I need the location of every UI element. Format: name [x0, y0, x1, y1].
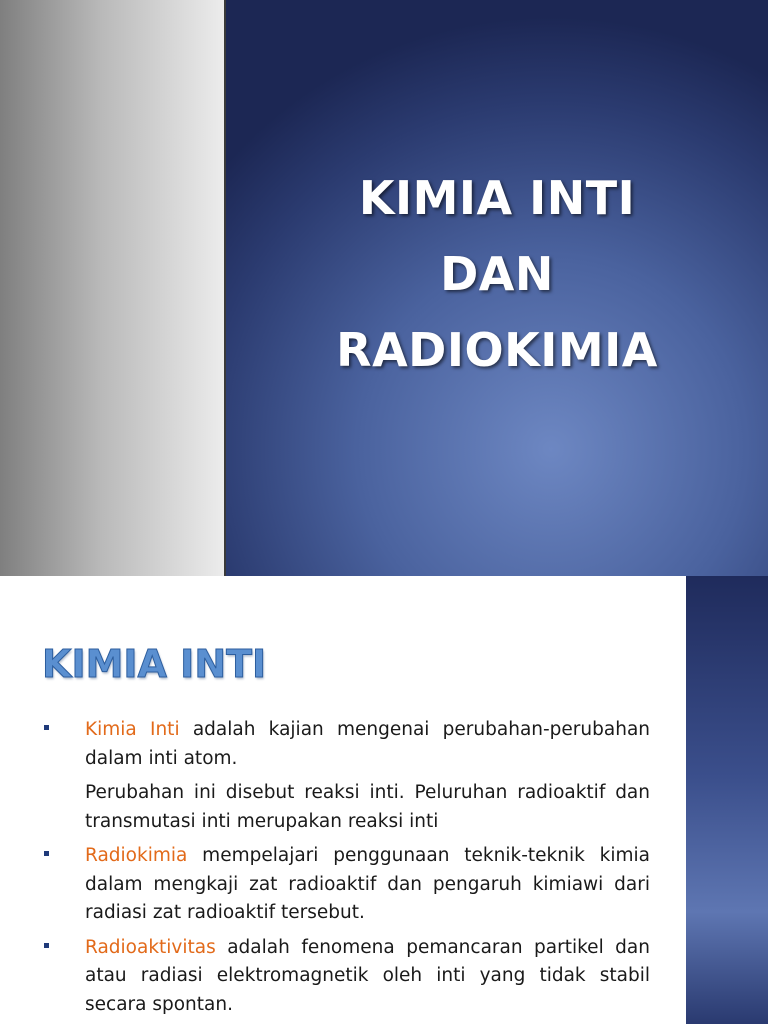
item-continuation: Perubahan ini disebut reaksi inti. Peluruhan radioaktif dan transmutasi inti merupakan reaksi inti: [85, 782, 650, 832]
title-line-1: KIMIA INTI: [358, 171, 636, 225]
term-definition: mempelajari penggunaan teknik-teknik kimia dalam mengkaji zat radioaktif dan pengaruh kimiawi dari radiasi zat radioaktif tersebut.: [85, 845, 650, 923]
term-definition: adalah fenomena pemancaran partikel dan atau radiasi elektromagnetik oleh inti yang tidak stabil secara spontan.: [85, 936, 650, 1015]
title-line-2: DAN: [440, 247, 554, 301]
content-slide: [0, 576, 768, 1024]
list-item: [44, 716, 650, 836]
item-paragraph: [85, 934, 650, 1020]
term-label: Radiokimia: [85, 845, 188, 866]
item-paragraph: [85, 716, 650, 773]
item-paragraph: [85, 842, 650, 928]
square-bullet-icon: [44, 943, 49, 948]
term-definition: adalah kajian mengenai perubahan-perubahan dalam inti atom.: [85, 719, 651, 769]
slide-heading: KIMIA INTI: [42, 642, 267, 686]
slide-title: [226, 160, 768, 388]
term-label: Radioaktivitas: [85, 936, 216, 958]
list-item: [44, 842, 650, 928]
term-label: Kimia Inti: [85, 719, 180, 740]
title-line-3: RADIOKIMIA: [336, 323, 658, 377]
blue-side-bar: [686, 576, 768, 1024]
bullet-list: [44, 716, 650, 1024]
square-bullet-icon: [44, 851, 49, 856]
list-item: [44, 934, 650, 1020]
square-bullet-icon: [44, 725, 49, 730]
gray-gradient-panel: [0, 0, 224, 576]
